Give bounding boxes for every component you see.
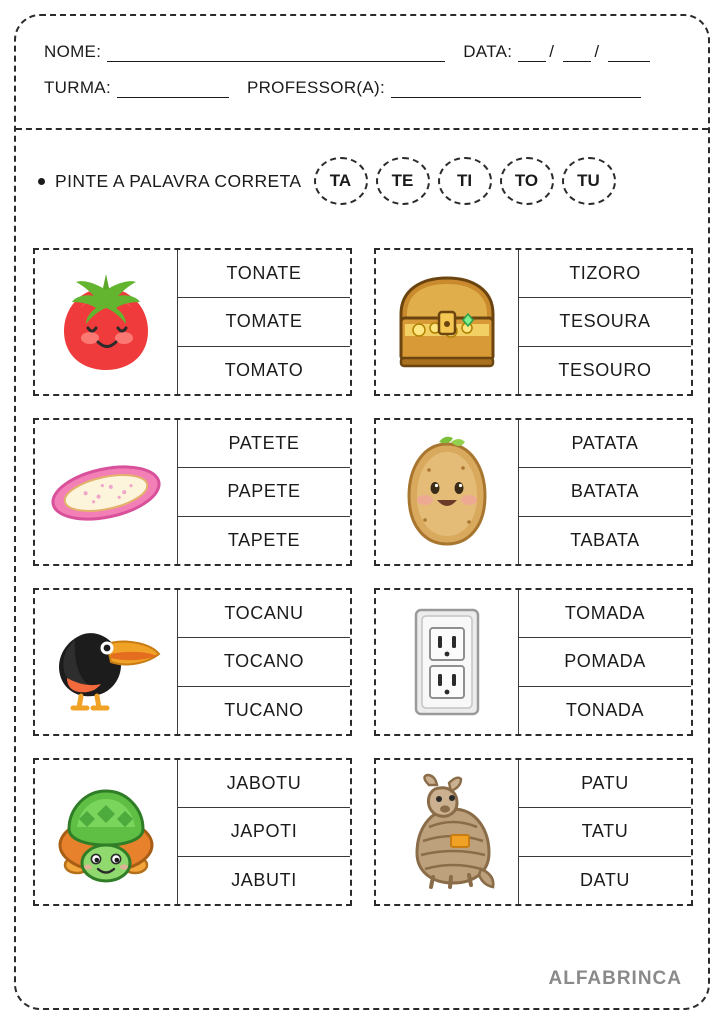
exercise-card [33, 758, 352, 906]
brand-logo [549, 968, 683, 990]
option-item[interactable]: TOCANU [178, 590, 350, 638]
option-item[interactable]: PATATA [519, 420, 691, 468]
exercise-grid [33, 248, 693, 906]
toucan-illustration [35, 590, 177, 734]
syllable-chip-te[interactable]: TE [376, 157, 430, 205]
option-item[interactable]: JABUTI [231, 869, 297, 890]
option-list [518, 760, 691, 904]
exercise-card [33, 588, 352, 736]
exercise-card [374, 248, 693, 396]
option-list [177, 760, 350, 904]
option-item[interactable]: TAPETE [227, 529, 301, 550]
data-label: DATA: [463, 42, 513, 61]
professor-label: PROFESSOR(A): [246, 78, 385, 97]
turma-label: TURMA: [44, 78, 111, 97]
option-item[interactable]: TESOURO [558, 359, 652, 380]
nome-label: NOME: [44, 42, 102, 61]
option-item[interactable]: TOCANO [178, 638, 350, 686]
instruction-text: PINTE A PALAVRA CORRETA [55, 170, 302, 191]
option-list [177, 420, 350, 564]
option-item[interactable]: TABATA [570, 529, 640, 550]
potato-illustration [376, 420, 518, 564]
instruction-row [38, 155, 686, 207]
turma-input[interactable] [117, 83, 229, 98]
option-item[interactable]: PAPETE [178, 468, 350, 516]
option-item[interactable]: TONATE [178, 250, 350, 298]
data-year-input[interactable] [608, 47, 650, 62]
turtle-illustration [35, 760, 177, 904]
option-item[interactable]: TONADA [565, 699, 645, 720]
data-month-input[interactable] [563, 47, 591, 62]
option-item[interactable]: TOMATE [178, 298, 350, 346]
syllable-chip-ti[interactable]: TI [438, 157, 492, 205]
option-item[interactable]: TIZORO [519, 250, 691, 298]
header-divider [16, 128, 708, 130]
option-item[interactable]: TATU [519, 808, 691, 856]
exercise-card [374, 418, 693, 566]
exercise-card [374, 588, 693, 736]
professor-input[interactable] [391, 83, 641, 98]
nome-input[interactable] [107, 47, 445, 62]
option-item[interactable]: PATETE [178, 420, 350, 468]
exercise-card [374, 758, 693, 906]
option-item[interactable]: TESOURA [519, 298, 691, 346]
option-item[interactable]: TOMATO [224, 359, 304, 380]
option-item[interactable]: JABOTU [178, 760, 350, 808]
date-separator-2: / [594, 42, 600, 61]
syllable-chip-ta[interactable]: TA [314, 157, 368, 205]
data-day-input[interactable] [518, 47, 546, 62]
exercise-card [33, 418, 352, 566]
power-outlet-illustration [376, 590, 518, 734]
treasure-chest-illustration [376, 250, 518, 394]
syllable-chip-to[interactable]: TO [500, 157, 554, 205]
rug-mat-illustration [35, 420, 177, 564]
syllable-chip-tu[interactable]: TU [562, 157, 616, 205]
date-separator-1: / [549, 42, 555, 61]
option-item[interactable]: DATU [579, 869, 631, 890]
option-list [177, 590, 350, 734]
option-list [518, 250, 691, 394]
armadillo-illustration [376, 760, 518, 904]
option-list [177, 250, 350, 394]
exercise-card [33, 248, 352, 396]
option-item[interactable]: TOMADA [519, 590, 691, 638]
syllable-list [314, 157, 624, 205]
option-item[interactable]: TUCANO [224, 699, 304, 720]
tomato-illustration [35, 250, 177, 394]
bullet-icon [38, 178, 45, 185]
option-item[interactable]: JAPOTI [178, 808, 350, 856]
option-list [518, 420, 691, 564]
option-item[interactable]: PATU [519, 760, 691, 808]
option-item[interactable]: BATATA [519, 468, 691, 516]
student-info-header [30, 32, 694, 120]
brand-text: ALFABRINCA [548, 968, 682, 989]
option-item[interactable]: POMADA [519, 638, 691, 686]
option-list [518, 590, 691, 734]
